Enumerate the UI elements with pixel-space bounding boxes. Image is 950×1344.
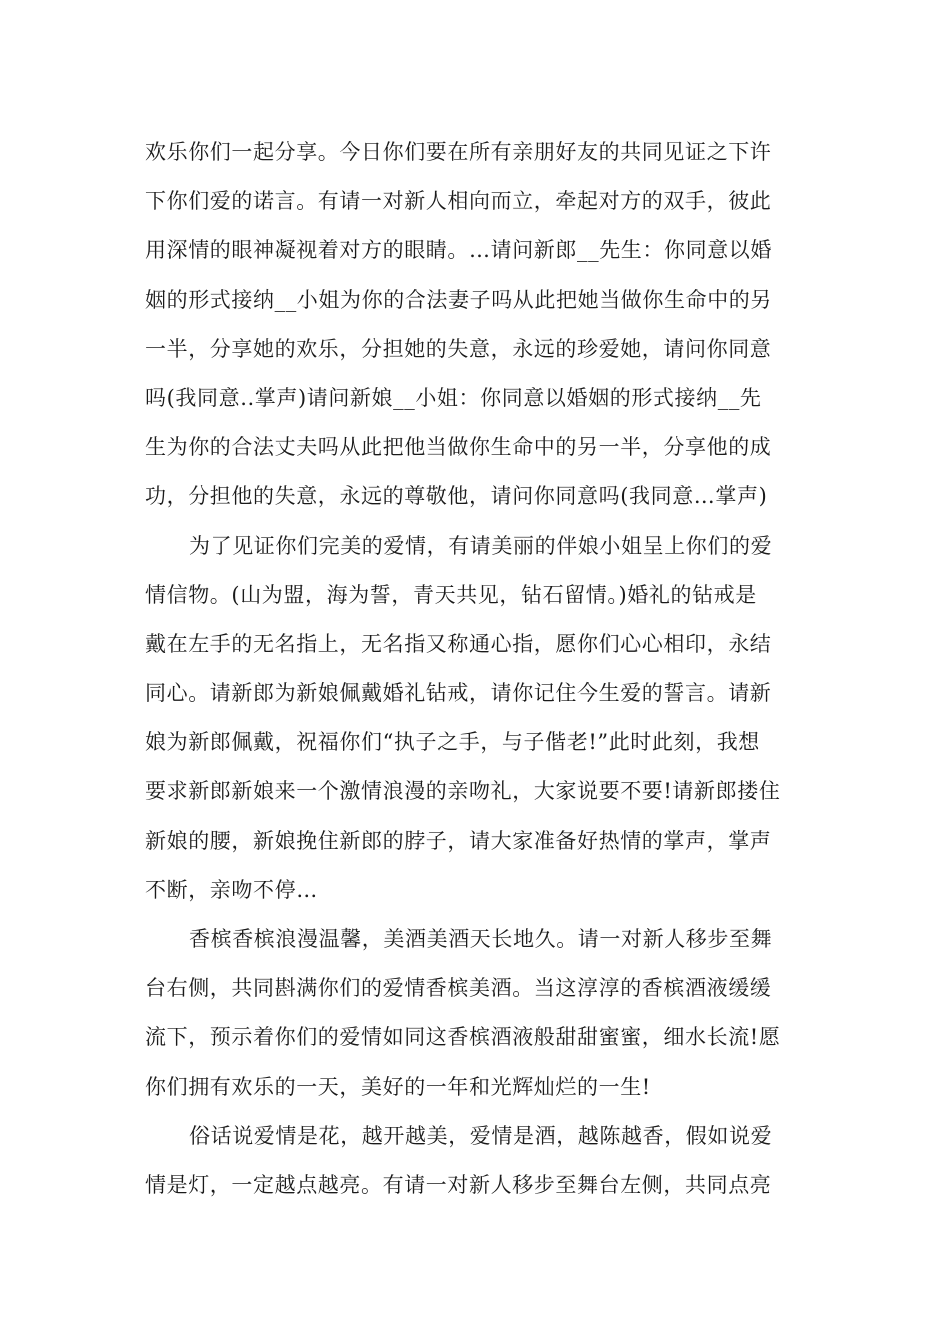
text-line: 流下，预示着你们的爱情如同这香槟酒液般甜甜蜜蜜，细水长流!愿	[145, 1025, 781, 1050]
text-line: 不断，亲吻不停…	[145, 877, 318, 902]
text-line: 情信物。(山为盟，海为誓，青天共见，钻石留情。)婚礼的钻戒是	[145, 582, 757, 607]
text-line: 你们拥有欢乐的一天，美好的一年和光辉灿烂的一生!	[145, 1074, 651, 1099]
text-line: 姻的形式接纳__小姐为你的合法妻子吗从此把她当做你生命中的另	[145, 287, 772, 312]
paragraph-first-line: 俗话说爱情是花，越开越美，爱情是酒，越陈越香，假如说爱	[189, 1123, 773, 1148]
text-line: 功，分担他的失意，永远的尊敬他，请问你同意吗(我同意…掌声)	[145, 484, 768, 509]
text-line: 情是灯，一定越点越亮。有请一对新人移步至舞台左侧，共同点亮	[145, 1172, 772, 1197]
text-line: 新娘的腰，新娘挽住新郎的脖子，请大家准备好热情的掌声，掌声	[145, 828, 772, 853]
text-line: 用深情的眼神凝视着对方的眼睛。…请问新郎__先生：你同意以婚	[145, 238, 772, 263]
text-line: 欢乐你们一起分享。今日你们要在所有亲朋好友的共同见证之下许	[145, 140, 772, 164]
document-body	[145, 128, 810, 1210]
text-line: 生为你的合法丈夫吗从此把他当做你生命中的另一半，分享他的成	[145, 435, 772, 460]
text-line: 同心。请新郎为新娘佩戴婚礼钻戒，请你记住今生爱的誓言。请新	[145, 681, 772, 706]
text-line: 戴在左手的无名指上，无名指又称通心指，愿你们心心相印，永结	[145, 631, 772, 656]
text-line: 一半，分享她的欢乐，分担她的失意，永远的珍爱她，请问你同意	[145, 336, 772, 361]
paragraph-first-line: 香槟香槟浪漫温馨，美酒美酒天长地久。请一对新人移步至舞	[189, 927, 773, 951]
text-line: 下你们爱的诺言。有请一对新人相向而立，牵起对方的双手，彼此	[145, 189, 772, 214]
text-line: 要求新郎新娘来一个激情浪漫的亲吻礼，大家说要不要!请新郎搂住	[145, 779, 781, 804]
text-line: 吗(我同意..掌声)请问新娘__小姐：你同意以婚姻的形式接纳__先	[145, 385, 762, 410]
text-line: 娘为新郎佩戴，祝福你们“执子之手，与子偕老!”此时此刻，我想	[145, 730, 760, 755]
text-line: 台右侧，共同斟满你们的爱情香槟美酒。当这淳淳的香槟酒液缓缓	[145, 976, 772, 1001]
paragraph-first-line: 为了见证你们完美的爱情，有请美丽的伴娘小姐呈上你们的爱	[189, 533, 773, 558]
